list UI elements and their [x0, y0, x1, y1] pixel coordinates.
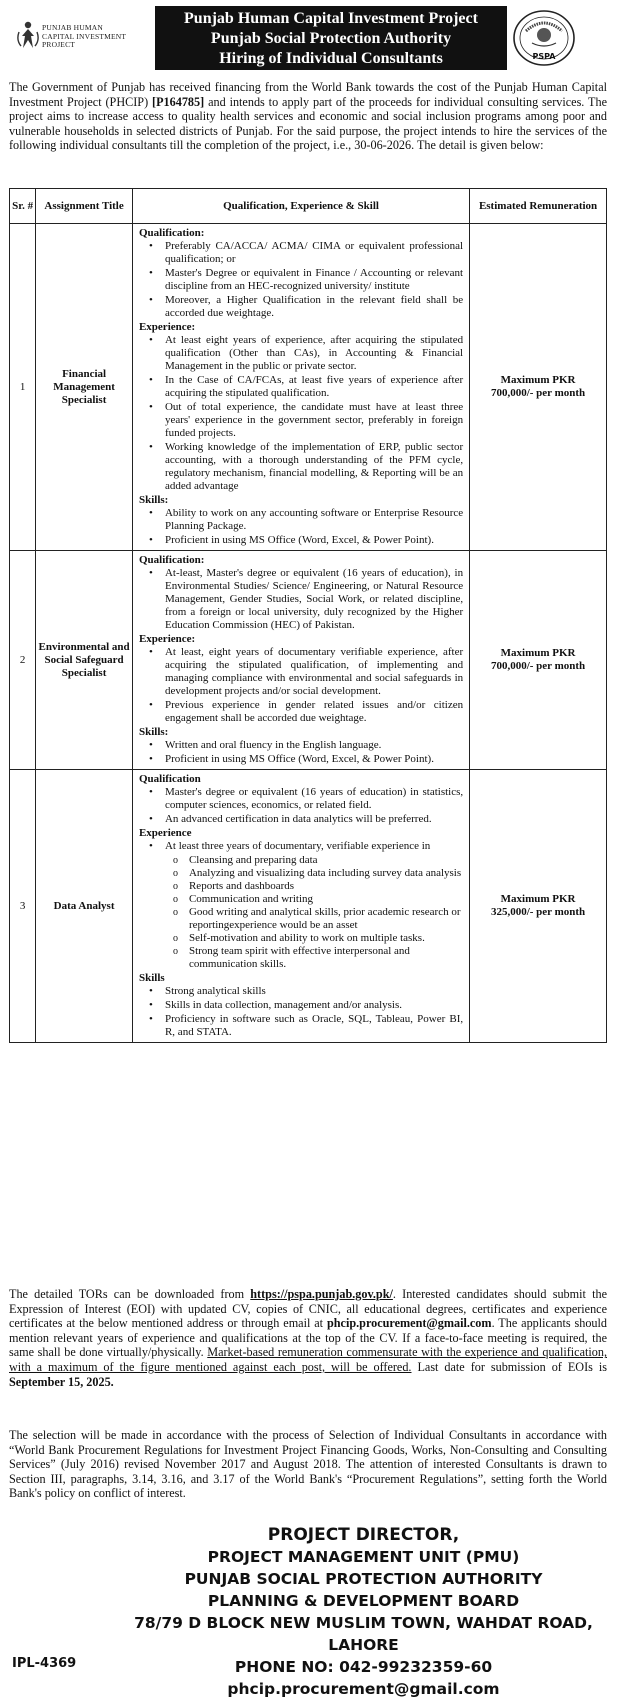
header: [10, 6, 607, 70]
skills-list: [139, 985, 463, 1039]
intro-text: and intends to apply part of the proceeds for individual consulting services. The project aims to increase access to quality health services and economic and social inclusion programs among poor and vulnerable households in selected districts of Punjab. For the said purpose, the project intends to hire the services of the following individual consultants till the completion of the project, i.e., 30-06-2026. The detail is given below:: [9, 94, 607, 153]
list-item: • Skills in data collection, management and/or analysis.: [165, 999, 463, 1012]
row-qualification-cell: [132, 551, 469, 770]
title-banner: [155, 6, 507, 70]
logo-text-line: PUNJAB HUMAN: [42, 23, 103, 32]
tors-download-link[interactable]: https://pspa.punjab.gov.pk/: [250, 1287, 393, 1301]
list-item: • Strong analytical skills: [165, 985, 463, 998]
contact-authority: PUNJAB SOCIAL PROTECTION AUTHORITY: [184, 1570, 543, 1588]
list-item: • Moreover, a Higher Qualification in the relevant field shall be accorded due weightage.: [165, 294, 463, 320]
experience-list: [139, 334, 463, 493]
sub-list-item: o Communication and writing: [189, 893, 463, 906]
section-heading: Qualification:: [138, 554, 205, 566]
experience-sublist: [139, 854, 463, 971]
section-heading: Skills: [138, 972, 165, 984]
list-item: • In the Case of CA/FCAs, at least five years of experience after acquiring the stipulated qualification.: [165, 374, 463, 400]
tors-text: The detailed TORs can be downloaded from: [9, 1287, 251, 1301]
seal-label: PSPA: [532, 52, 556, 61]
pspa-seal-icon: [512, 9, 576, 67]
header-assignment-title: Assignment Title: [36, 189, 133, 224]
table-row: [10, 551, 607, 770]
contact-block: [120, 1524, 607, 1700]
row-remuneration: [470, 224, 607, 551]
list-item: • Preferably CA/ACCA/ ACMA/ CIMA or equivalent professional qualification; or: [165, 240, 463, 266]
section-heading: Experience:: [138, 633, 196, 645]
tors-text: . Interested candidates should submit the Expression of Interest (EOI) with updated CV, copies of CNIC, all educational degrees, certificates and experience certificates at the below mentioned address or through email at: [9, 1287, 607, 1331]
header-remuneration: Estimated Remuneration: [470, 189, 607, 224]
remuneration-label: Maximum PKR: [500, 374, 576, 386]
intro-paragraph: [9, 80, 607, 153]
remuneration-label: Maximum PKR: [500, 893, 576, 905]
list-item: • Proficient in using MS Office (Word, Excel, & Power Point).: [165, 753, 463, 766]
tors-paragraph: [9, 1287, 607, 1389]
row-remuneration: [470, 770, 607, 1043]
experience-list: [139, 840, 463, 853]
row-assignment-title: Data Analyst: [36, 770, 133, 1043]
sub-list-item: o Strong team spirit with effective interpersonal and communication skills.: [189, 945, 463, 971]
list-item: • Working knowledge of the implementation of ERP, public sector accounting, with a thorough understanding of the PFM cycle, regulatory mechanism, financial modelling, & Reporting will be an added advantage: [165, 441, 463, 493]
section-heading: Skills:: [138, 726, 169, 738]
row-qualification-cell: [132, 224, 469, 551]
header-sr: Sr. #: [10, 189, 36, 224]
qualification-list: [139, 240, 463, 320]
remuneration-amount: 325,000/- per month: [490, 906, 586, 918]
logo-text-line: PROJECT: [42, 40, 76, 49]
tors-text: . The applicants should mention relevant years of experience and qualifications at the top of the CV. If a face-to-face meeting is required, the same shall be done virtually/physically.: [9, 1316, 607, 1360]
sub-list-item: o Self-motivation and ability to work on multiple tasks.: [189, 932, 463, 945]
logo-text-line: CAPITAL INVESTMENT: [42, 31, 127, 41]
authority-title: Punjab Social Protection Authority: [210, 30, 452, 47]
remuneration-label: Maximum PKR: [500, 647, 576, 659]
section-heading: Experience:: [138, 321, 196, 333]
section-heading: Skills:: [138, 494, 169, 506]
ipl-number: IPL-4369: [12, 1656, 77, 1671]
row-sr: 2: [10, 551, 36, 770]
sub-list-item: o Good writing and analytical skills, prior academic research or reportingexperience would be an asset: [189, 906, 463, 932]
table-row: [10, 770, 607, 1043]
skills-list: [139, 507, 463, 547]
qualification-list: [139, 786, 463, 826]
row-sr: 3: [10, 770, 36, 1043]
list-item: • Proficient in using MS Office (Word, Excel, & Power Point).: [165, 534, 463, 547]
row-assignment-title: Financial Management Specialist: [36, 224, 133, 551]
list-item: • At-least, Master's degree or equivalent (16 years of education), in Environmental Studies/ Science/ Engineering, or Natural Resource Management, Gender Studies, Social Work, or related discipline, from a foreign or local university, duly recognized by the Higher Education Commission (HEC) of Pakistan.: [165, 567, 463, 632]
sub-list-item: o Reports and dashboards: [189, 880, 463, 893]
row-assignment-title: Environmental and Social Safeguard Specialist: [36, 551, 133, 770]
skills-list: [139, 739, 463, 766]
remuneration-amount: 700,000/- per month: [490, 387, 586, 399]
list-item: • At least, eight years of documentary verifiable experience, after acquiring the stipulated qualification, of implementing and managing compliance with environmental and social safeguards in development projects and/or social development.: [165, 646, 463, 698]
list-item: • An advanced certification in data analytics will be preferred.: [165, 813, 463, 826]
contact-email[interactable]: phcip.procurement@gmail.com: [227, 1680, 500, 1698]
list-item: • Previous experience in gender related issues and/or citizen engagement shall be accorded due weightage.: [165, 699, 463, 725]
hiring-title: Hiring of Individual Consultants: [219, 50, 443, 67]
project-title: Punjab Human Capital Investment Project: [184, 10, 478, 27]
positions-table: [9, 188, 607, 1043]
contact-board: PLANNING & DEVELOPMENT BOARD: [207, 1592, 520, 1610]
list-item: • Proficiency in software such as Oracle, SQL, Tableau, Power BI, R, and STATA.: [165, 1013, 463, 1039]
list-item: • Out of total experience, the candidate must have at least three years' experience in the government sector, preferably in foreign funded projects.: [165, 401, 463, 440]
list-item: • At least eight years of experience, after acquiring the stipulated qualification (Other than CAs), in Accounting & Financial Management in the public or private sector.: [165, 334, 463, 373]
intro-text: The Government of Punjab has received financing from the World Bank towards the cost of the Punjab Human Capital Investment Project (PHCIP): [9, 80, 607, 109]
contact-phone: PHONE NO: 042-99232359-60: [234, 1658, 493, 1676]
remuneration-amount: 700,000/- per month: [490, 660, 586, 672]
list-item: • Written and oral fluency in the English language.: [165, 739, 463, 752]
header-qualification: Qualification, Experience & Skill: [132, 189, 469, 224]
list-item: • Master's Degree or equivalent in Finance / Accounting or relevant discipline from an HEC-recognized university/ institute: [165, 267, 463, 293]
contact-unit: PROJECT MANAGEMENT UNIT (PMU): [207, 1548, 520, 1566]
submission-email[interactable]: phcip.procurement@gmail.com: [326, 1316, 492, 1331]
sub-list-item: o Cleansing and preparing data: [189, 854, 463, 867]
table-header-row: [10, 189, 607, 224]
list-item: • Master's degree or equivalent (16 years of education) in statistics, computer sciences, economics, or related field.: [165, 786, 463, 812]
phcip-logo: [12, 18, 152, 66]
contact-title: PROJECT DIRECTOR,: [267, 1525, 460, 1545]
experience-list: [139, 646, 463, 725]
list-item: • At least three years of documentary, verifiable experience in: [165, 840, 463, 853]
row-remuneration: [470, 551, 607, 770]
contact-address: 78/79 D BLOCK NEW MUSLIM TOWN, WAHDAT ROAD, LAHORE: [134, 1614, 593, 1654]
qualification-list: [139, 567, 463, 632]
deadline: September 15, 2025.: [9, 1374, 114, 1389]
section-heading: Experience: [138, 827, 192, 839]
project-code: [P164785]: [152, 94, 205, 109]
phcip-logo-icon: [16, 20, 40, 52]
selection-paragraph: The selection will be made in accordance with the process of Selection of Individual Consultants in accordance with “World Bank Procurement Regulations for Investment Project Financing Goods, Works, Non-Consulting and Consulting Services” (July 2016) revised November 2017 and August 2018. The attention of interested Consultants is drawn to Section III, paragraphs, 3.14, 3.16, and 3.17 of the World Bank's “Procurement Regulations”, setting forth the World Bank's policy on conflict of interest.: [9, 1428, 607, 1501]
tors-text: Last date for submission of EOIs is: [411, 1359, 607, 1374]
sub-list-item: o Analyzing and visualizing data including survey data analysis: [189, 867, 463, 880]
row-qualification-cell: [132, 770, 469, 1043]
row-sr: 1: [10, 224, 36, 551]
section-heading: Qualification:: [138, 227, 205, 239]
table-row: [10, 224, 607, 551]
list-item: • Ability to work on any accounting software or Enterprise Resource Planning Package.: [165, 507, 463, 533]
section-heading: Qualification: [138, 773, 201, 785]
remuneration-note: Market-based remuneration commensurate with the experience and qualification, with a maximum of the figure mentioned against each post, will be offered.: [9, 1345, 607, 1374]
